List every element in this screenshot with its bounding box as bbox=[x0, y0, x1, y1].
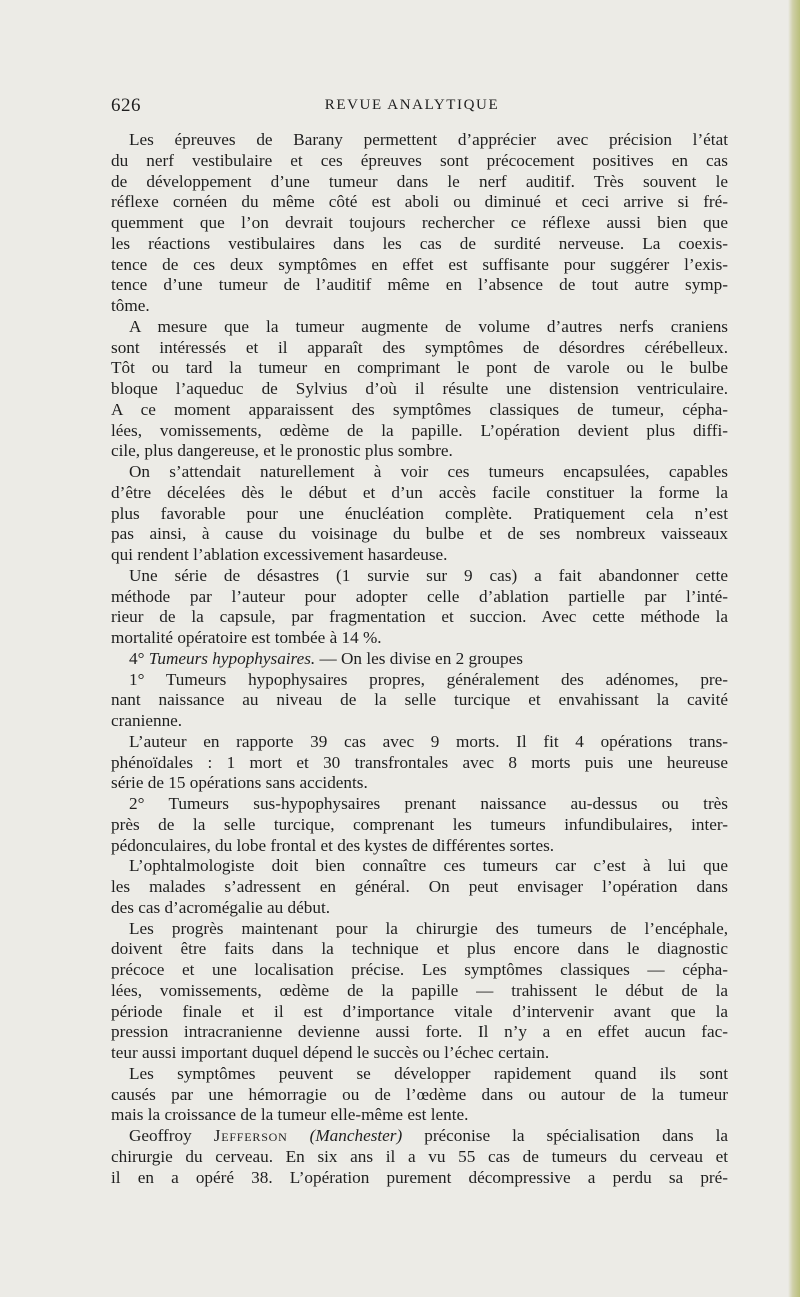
text-segment: doivent être faits dans la technique et plus encore dans le diagnostic bbox=[111, 939, 728, 959]
text-segment: 1° Tumeurs hypophysaires propres, généralement des adénomes, pre- bbox=[129, 669, 728, 689]
text-line bbox=[111, 898, 728, 919]
text-segment: phénoïdales : 1 mort et 30 transfrontales avec 8 morts puis une heureuse bbox=[111, 752, 728, 772]
text-segment: quemment que l’on devrait toujours rechercher ce réflexe aussi bien que bbox=[111, 213, 728, 232]
text-line bbox=[111, 711, 728, 732]
text-segment: précoce et une localisation précise. Les symptômes classiques — cépha- bbox=[111, 960, 728, 979]
text-segment: mortalité opératoire est tombée à 14 %. bbox=[111, 628, 382, 647]
text-segment: d’être décelées dès le début et d’un accès facile constituer la forme la bbox=[111, 482, 728, 502]
text-line bbox=[111, 504, 728, 525]
text-segment bbox=[288, 1126, 310, 1145]
text-segment: Tôt ou tard la tumeur en comprimant le pont de varole ou le bulbe bbox=[111, 358, 728, 378]
text-line bbox=[111, 151, 728, 172]
text-segment: 2° Tumeurs sus-hypophysaires prenant naissance au-dessus ou très bbox=[129, 794, 728, 813]
text-line bbox=[111, 1126, 728, 1147]
text-line bbox=[111, 960, 728, 981]
text-line bbox=[111, 483, 728, 504]
text-segment: plus favorable pour une énucléation complète. Pratiquement cela n’est bbox=[111, 503, 728, 523]
text-segment: Une série de désastres (1 survie sur 9 cas) a fait abandonner cette bbox=[129, 565, 728, 585]
text-segment: On s’attendait naturellement à voir ces tumeurs encapsulées, capables bbox=[129, 462, 728, 481]
text-segment: réflexe cornéen du même côté est aboli ou diminué et ceci arrive si fré- bbox=[111, 192, 728, 212]
text-segment: de développement d’une tumeur dans le nerf auditif. Très souvent le bbox=[111, 171, 728, 191]
text-line bbox=[111, 815, 728, 836]
text-segment: bloque l’aqueduc de Sylvius d’où il résulte une distension ventriculaire. bbox=[111, 379, 728, 398]
text-segment: les malades s’adressent en général. On peut envisager l’opération dans bbox=[111, 877, 728, 896]
text-line bbox=[111, 773, 728, 794]
text-segment: près de la selle turcique, comprenant les tumeurs infundibulaires, inter- bbox=[111, 814, 728, 834]
text-segment: L’auteur en rapporte 39 cas avec 9 morts. Il fit 4 opérations trans- bbox=[129, 731, 728, 751]
text-line bbox=[111, 1168, 728, 1189]
text-segment: L’ophtalmologiste doit bien connaître ces tumeurs car c’est à lui que bbox=[129, 856, 728, 876]
text-segment: tence de ces deux symptômes en effet est suffisante pour suggérer l’exis- bbox=[111, 254, 728, 274]
body-text bbox=[111, 130, 728, 1188]
text-line bbox=[111, 441, 728, 462]
text-segment: lées, vomissements, œdème de la papille — trahissent le début de la bbox=[111, 980, 728, 1000]
text-segment: A mesure que la tumeur augmente de volume d’autres nerfs craniens bbox=[129, 316, 728, 336]
text-segment: pédonculaires, du lobe frontal et des kystes de différentes sortes. bbox=[111, 835, 555, 855]
text-segment: pas ainsi, à cause du voisinage du bulbe et de ses nombreux vaisseaux bbox=[111, 524, 728, 544]
italic-text: Tumeurs hypophysaires. bbox=[148, 648, 316, 668]
text-line bbox=[111, 213, 728, 234]
text-segment: — On les divise en 2 groupes bbox=[315, 648, 523, 668]
text-segment: A ce moment apparaissent des symptômes classiques de tumeur, cépha- bbox=[111, 399, 728, 419]
text-segment: des cas d’acromégalie au début. bbox=[111, 897, 331, 917]
text-line bbox=[111, 1085, 728, 1106]
text-line bbox=[111, 1064, 728, 1085]
text-segment: mais la croissance de la tumeur elle-même est lente. bbox=[111, 1105, 469, 1125]
text-segment: méthode par l’auteur pour adopter celle d’ablation partielle par l’inté- bbox=[111, 586, 728, 606]
text-segment: les réactions vestibulaires dans les cas de surdité nerveuse. La coexis- bbox=[111, 233, 728, 253]
text-line bbox=[111, 1002, 728, 1023]
text-segment: teur aussi important duquel dépend le succès ou l’échec certain. bbox=[111, 1043, 550, 1062]
text-line bbox=[111, 234, 728, 255]
text-line bbox=[111, 856, 728, 877]
text-segment: rieur de la capsule, par fragmentation et succion. Avec cette méthode la bbox=[111, 607, 728, 627]
text-line bbox=[111, 545, 728, 566]
text-line bbox=[111, 732, 728, 753]
text-line bbox=[111, 275, 728, 296]
text-line bbox=[111, 1022, 728, 1043]
text-segment: du nerf vestibulaire et ces épreuves sont précocement positives en cas bbox=[111, 150, 728, 170]
text-line bbox=[111, 1105, 728, 1126]
text-line bbox=[111, 524, 728, 545]
text-line bbox=[111, 379, 728, 400]
text-segment: tence d’une tumeur de l’auditif même en l’absence de tout autre symp- bbox=[111, 275, 728, 295]
text-segment: 4° bbox=[129, 648, 149, 668]
text-line bbox=[111, 317, 728, 338]
text-line bbox=[111, 296, 728, 317]
text-segment: qui rendent l’ablation excessivement hasardeuse. bbox=[111, 545, 448, 564]
text-segment: Geoffroy bbox=[129, 1126, 214, 1145]
text-segment: cile, plus dangereuse, et le pronostic plus sombre. bbox=[111, 441, 453, 461]
text-line bbox=[111, 1147, 728, 1168]
text-line bbox=[111, 670, 728, 691]
text-line bbox=[111, 400, 728, 421]
text-segment: causés par une hémorragie ou de l’œdème dans ou autour de la tumeur bbox=[111, 1084, 728, 1104]
text-line bbox=[111, 172, 728, 193]
text-line bbox=[111, 690, 728, 711]
italic-text: (Manchester) bbox=[309, 1126, 403, 1145]
text-segment: Les progrès maintenant pour la chirurgie des tumeurs de l’encéphale, bbox=[129, 918, 728, 938]
text-segment: série de 15 opérations sans accidents. bbox=[111, 773, 368, 793]
text-line bbox=[111, 358, 728, 379]
text-line bbox=[111, 649, 728, 670]
text-line bbox=[111, 981, 728, 1002]
text-segment: cranienne. bbox=[111, 711, 183, 730]
running-title: REVUE ANALYTIQUE bbox=[324, 97, 500, 113]
page-edge-shading bbox=[788, 0, 800, 1297]
text-segment: Les épreuves de Barany permettent d’apprécier avec précision l’état bbox=[129, 130, 728, 149]
page-number: 626 bbox=[111, 95, 141, 116]
text-segment: tôme. bbox=[111, 296, 150, 315]
text-segment: pression intracranienne devienne aussi forte. Il n’y a en effet aucun fac- bbox=[111, 1022, 728, 1042]
text-segment: sont intéressés et il apparaît des symptômes de désordres cérébelleux. bbox=[111, 337, 728, 357]
text-segment: lées, vomissements, œdème de la papille. L’opération devient plus diffi- bbox=[111, 420, 728, 440]
text-line bbox=[111, 587, 728, 608]
text-line bbox=[111, 877, 728, 898]
text-line bbox=[111, 939, 728, 960]
text-line bbox=[111, 421, 728, 442]
text-segment: nant naissance au niveau de la selle turcique et envahissant la cavité bbox=[111, 690, 728, 710]
text-line bbox=[111, 255, 728, 276]
page-header bbox=[111, 95, 713, 123]
text-line bbox=[111, 919, 728, 940]
text-line bbox=[111, 462, 728, 483]
text-line bbox=[111, 628, 728, 649]
text-segment: chirurgie du cerveau. En six ans il a vu 55 cas de tumeurs du cerveau et bbox=[111, 1146, 728, 1166]
text-line bbox=[111, 566, 728, 587]
text-segment: préconise la spécialisation dans la bbox=[402, 1126, 729, 1145]
text-segment: période finale et il est d’importance vitale d’intervenir avant que la bbox=[111, 1001, 728, 1021]
text-line bbox=[111, 607, 728, 628]
text-segment: il en a opéré 38. L’opération purement décompressive a perdu sa pré- bbox=[111, 1167, 728, 1187]
text-line bbox=[111, 192, 728, 213]
text-segment: Les symptômes peuvent se développer rapidement quand ils sont bbox=[129, 1063, 728, 1083]
text-line bbox=[111, 794, 728, 815]
text-line bbox=[111, 836, 728, 857]
text-line bbox=[111, 1043, 728, 1064]
text-line bbox=[111, 753, 728, 774]
text-line bbox=[111, 130, 728, 151]
text-line bbox=[111, 338, 728, 359]
small-caps-text: Jefferson bbox=[213, 1126, 288, 1145]
